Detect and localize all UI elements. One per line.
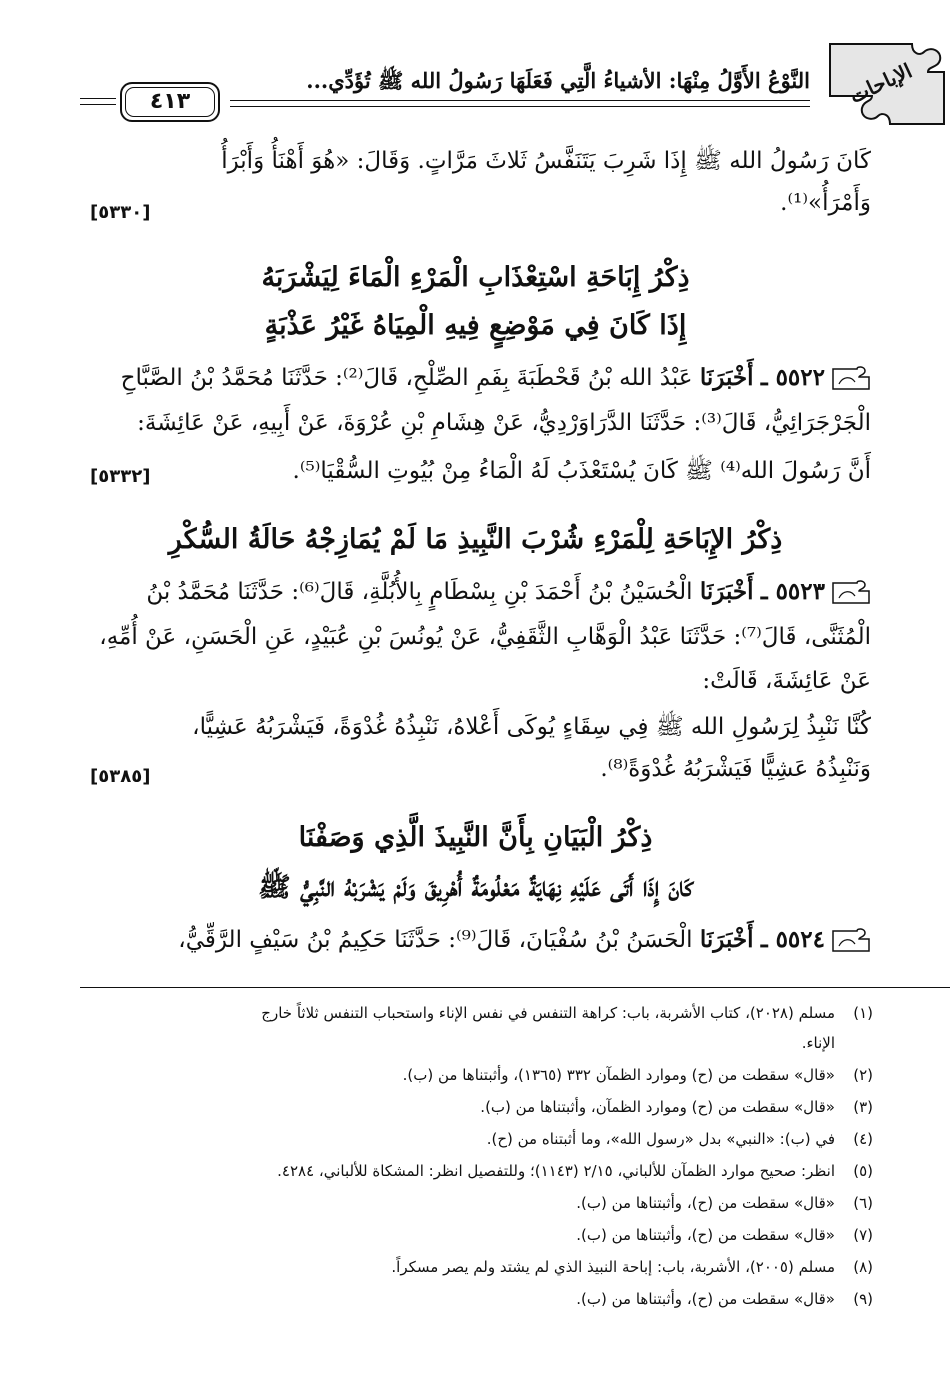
reference-number: [٥٣٨٥]: [90, 766, 151, 787]
footnote-number: (٤): [853, 1130, 873, 1148]
footnote: [80, 1066, 873, 1084]
header-rule-left: [80, 98, 116, 105]
footnote-number: (٥): [853, 1162, 873, 1180]
body-line: كَانَ رَسُولُ الله ﷺ إِذَا شَرِبَ يَتَنَفَّسُ ثَلاثَ مَرَّاتٍ. وَقَالَ: «هُوَ أَهْنَأُ وَأَبْرَأُ: [221, 148, 871, 174]
body-line: الْجَرْجَرَائِيُّ، قَالَ⁽³⁾: حَدَّثَنَا الدَّرَاوَرْدِيُّ، عَنْ هِشَامِ بْنِ عُرْوَةَ، عَنْ أَبِيهِ، عَنْ عَائِشَةَ:: [137, 410, 871, 436]
page-header: [80, 38, 950, 128]
hadith-lead: أَخْبَرَنَا: [699, 926, 754, 953]
footnote-separator: [80, 987, 950, 988]
body-line: وَنَنْبِذُهُ عَشِيًّا فَيَشْرَبُهُ غُدْوَةً⁽⁸⁾.: [600, 756, 871, 782]
footnote: [80, 1226, 873, 1244]
footnote-text: «قال» سقطت من (ح)، وأثبتناها من (ب).: [576, 1226, 835, 1244]
footnote: [80, 1290, 873, 1308]
footnote-text: «قال» سقطت من (ح) وموارد الظمآن، وأثبتناها من (ب).: [480, 1098, 835, 1116]
reference-number: [٥٣٣٢]: [90, 466, 151, 487]
footnote-number: (٢): [853, 1066, 873, 1084]
hadith-text: الْحَسَنُ بْنُ سُفْيَانَ، قَالَ⁽⁹⁾: حَدَّثَنَا حَكِيمُ بْنُ سَيْفٍ الرَّقِّيُّ،: [178, 927, 693, 953]
puzzle-corner-icon: [820, 38, 950, 130]
footnote-text: في (ب): «النبي» بدل «رسول الله»، وما أثبتناه من (ح).: [486, 1130, 835, 1148]
corner-label: الإباحات: [845, 58, 916, 109]
footnote-text: مسلم (٢٠٠٥)، الأشربة، باب: إباحة النبيذ الذي لم يشتد ولم يصر مسكراً.: [391, 1258, 835, 1276]
body-line: كُنَّا نَنْبِذُ لِرَسُولِ الله ﷺ فِي سِقَاءٍ يُوكَى أَعْلاهُ، نَنْبِذُهُ غُدْوَةً، فَيَشْرَبُهُ عَشِيًّا،: [192, 714, 871, 740]
hadith-first-line: [178, 926, 871, 954]
footnote-text: «قال» سقطت من (ح)، وأثبتناها من (ب).: [576, 1290, 835, 1308]
footnote-text: انظر: صحيح موارد الظمآن للألباني، ٢/١٥ (١١٤٣)؛ وللتفصيل انظر: المشكاة للألباني، ٤٢٨٤.: [277, 1162, 835, 1180]
footnote: [80, 1194, 873, 1212]
body-line: وَأَمْرَأُ»⁽¹⁾.: [780, 190, 871, 216]
body-line: عَنْ عَائِشَةَ، قَالَتْ:: [702, 668, 871, 694]
footnote-number: (٨): [853, 1258, 873, 1276]
page-number: ٤١٣: [149, 89, 191, 114]
page-number-box: [120, 82, 220, 122]
hadith-lead: أَخْبَرَنَا: [699, 364, 754, 391]
hadith-text: عَبْدُ الله بْنُ قَحْطَبَةَ بِفَمِ الصِّلْحِ، قَالَ⁽²⁾: حَدَّثَنَا مُحَمَّدُ بْنُ الصَّبَّاحِ: [120, 365, 693, 391]
footnote-number: (٣): [853, 1098, 873, 1116]
footnote-text: «قال» سقطت من (ح) وموارد الظمآن ٣٣٢ (١٣٦٥)، وأثبتناها من (ب).: [402, 1066, 835, 1084]
chapter-heading: ذِكْرُ الإِبَاحَةِ لِلْمَرْءِ شُرْبَ النَّبِيذِ مَا لَمْ يُمَازِجْهُ حَالَةُ السُّكْرِ: [168, 524, 783, 555]
chapter-heading: إِذَا كَانَ فِي مَوْضِعٍ فِيهِ الْمِيَاهُ غَيْرُ عَذْبَةٍ: [264, 310, 687, 341]
chapter-heading: ذِكْرُ الْبَيَانِ بِأَنَّ النَّبِيذَ الَّذِي وَصَفْنَا: [298, 822, 653, 853]
footnote: [80, 1258, 873, 1276]
footnote-continuation: الإناء.: [801, 1034, 835, 1052]
hadith-number: ٥٥٢٣ ـ: [760, 578, 825, 605]
footnote-number: (٩): [853, 1290, 873, 1308]
footnote-number: (٦): [853, 1194, 873, 1212]
chapter-heading: كَانَ إِذَا أَتَى عَلَيْهِ نِهَايَةٌ مَعْلُومَةٌ أُهْرِيقَ وَلَمْ يَشْرَبْهُ النَّبِيُّ ﷺ: [258, 872, 693, 903]
footnote: [80, 1130, 873, 1148]
hadith-lead: أَخْبَرَنَا: [699, 578, 754, 605]
footnote-text: «قال» سقطت من (ح)، وأثبتناها من (ب).: [576, 1194, 835, 1212]
reference-number: [٥٣٣٠]: [90, 202, 151, 223]
hadith-number: ٥٥٢٤ ـ: [760, 926, 825, 953]
hadith-first-line: [146, 578, 871, 606]
footnote-number: (٧): [853, 1226, 873, 1244]
hadith-first-line: [121, 364, 871, 392]
body-line: أَنَّ رَسُولَ الله⁽⁴⁾ ﷺ كَانَ يُسْتَعْذَبُ لَهُ الْمَاءُ مِنْ بُيُوتِ السُّقْيَا⁽⁵⁾.: [292, 458, 871, 484]
hadith-number: ٥٥٢٢ ـ: [760, 364, 825, 391]
header-rule: [230, 100, 810, 107]
puzzle-piece-icon: [831, 928, 871, 954]
body-line: الْمُثَنَّى، قَالَ⁽⁷⁾: حَدَّثَنَا عَبْدُ الْوَهَّابِ الثَّقَفِيُّ، عَنْ يُونُسَ بْنِ عُبَيْدٍ، عَنِ الْحَسَنِ، عَنْ أُمِّهِ،: [99, 624, 871, 650]
chapter-heading: ذِكْرُ إِبَاحَةِ اسْتِعْذَابِ الْمَرْءِ الْمَاءَ لِيَشْرَبَهُ: [261, 262, 690, 293]
puzzle-piece-icon: [831, 580, 871, 606]
puzzle-piece-icon: [831, 366, 871, 392]
footnote: [80, 1162, 873, 1180]
footnote: [80, 1004, 873, 1022]
footnote-text: مسلم (٢٠٢٨)، كتاب الأشربة، باب: كراهة التنفس في نفس الإناء واستحباب التنفس ثلاثاً خارج: [261, 1004, 835, 1022]
footnote-number: (١): [853, 1004, 873, 1022]
running-title: النَّوْعُ الأَوَّلُ مِنْهَا: الأشياءُ الَّتِي فَعَلَهَا رَسُولُ الله ﷺ تُؤَدِّي...: [306, 68, 810, 93]
footnote: [80, 1098, 873, 1116]
hadith-text: الْحُسَيْنُ بْنُ أَحْمَدَ بْنِ بِسْطَامٍ بِالأُبُلَّةِ، قَالَ⁽⁶⁾: حَدَّثَنَا مُحَمَّدُ بْنُ: [146, 579, 693, 605]
